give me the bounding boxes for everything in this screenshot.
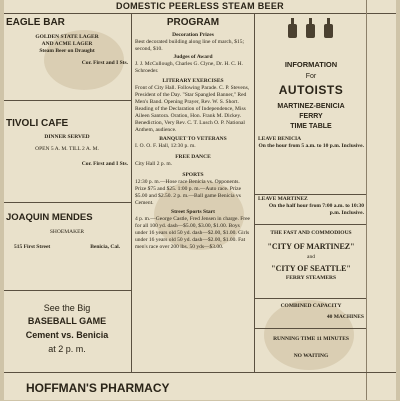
martinez-boat: "CITY OF MARTINEZ" (267, 242, 355, 251)
divider (4, 202, 131, 203)
mendes-line1: SHOEMAKER (49, 229, 85, 235)
capacity-title: COMBINED CAPACITY (280, 303, 342, 309)
tivoli-line2: OPEN 5 A. M. TILL 2 A. M. (35, 146, 99, 152)
top-banner: DOMESTIC PEERLESS STEAM BEER (4, 0, 396, 14)
baseball-line3: Cement vs. Benicia (25, 330, 109, 340)
beer-bottles-icon (281, 16, 341, 40)
tivoli-ad (6, 118, 128, 168)
ferry-line1: MARTINEZ-BENICIA (277, 103, 345, 110)
mendes-ad (6, 212, 128, 251)
ferry-line2: FERRY (299, 113, 323, 120)
leave-benicia-title: LEAVE BENICIA (258, 136, 302, 142)
pharmacy-ad (4, 372, 396, 401)
eagle-line1: GOLDEN STATE LAGER (35, 34, 99, 40)
bottle-icons (258, 16, 364, 44)
ferry-info (258, 16, 364, 150)
fast-title: THE FAST AND COMMODIOUS (270, 230, 352, 236)
mendes-address (6, 244, 128, 251)
judges-text: J. J. McCullough, Charles G. Clyne, Dr. H. C. H. Schroeder. (135, 61, 243, 74)
ferry-boats (258, 230, 364, 282)
tivoli-title: TIVOLI CAFE (6, 118, 69, 129)
autoists-title: AUTOISTS (278, 83, 344, 97)
decoration-title: Decoration Prizes (172, 32, 214, 38)
running-time (258, 336, 364, 360)
sports-text: 12:30 p. m.—Hose race Benicia vs. Opponents. Prize $75 and $25. 1:00 p. m.—Auto race. Prize $5.00 and $2.50. 2 p. m.—Ball game Benicia vs Cement. (135, 179, 242, 206)
baseball-ad (6, 302, 128, 356)
tivoli-line1: DINNER SERVED (44, 134, 90, 140)
eagle-bar-title: EAGLE BAR (6, 17, 65, 28)
eagle-bar-ad (6, 17, 128, 67)
leave-martinez-text: On the half hour from 7:00 a.m. to 10:30 p.m. Inclusive. (268, 203, 364, 216)
mendes-street: 515 First Street (14, 244, 51, 250)
running-text: RUNNING TIME 11 MINUTES (273, 336, 349, 342)
divider (4, 290, 131, 291)
eagle-address: Cor. First and I Sts. (81, 60, 128, 66)
street-title: Street Sports Start (171, 209, 215, 215)
divider (254, 298, 366, 299)
dance-title: FREE DANCE (175, 154, 211, 160)
page-edge (366, 0, 367, 400)
mendes-title: JOAQUIN MENDES (6, 212, 93, 223)
ferry-steamers: FERRY STEAMERS (285, 275, 337, 281)
no-waiting-text: NO WAITING (293, 353, 329, 359)
info-for: For (305, 73, 317, 80)
leave-benicia-text: On the hour from 5 a.m. to 10 p.m. Inclusive. (258, 143, 364, 149)
banquet-text: I. O. O. F. Hall, 12:30 p. m. (135, 143, 196, 149)
program-title: PROGRAM (166, 17, 220, 28)
tivoli-address: Cor. First and I Sts. (81, 161, 128, 167)
baseball-line1: See the Big (43, 303, 91, 313)
eagle-line2: AND ACME LAGER (41, 41, 93, 47)
baseball-line2: BASEBALL GAME (27, 316, 107, 326)
street-text: 4 p. m.—George Castle, Fred Jensen in charge. Free for all 100 yd. dash—$5.00, $3.00, $1.00. Boys under 16 years old 50 yd. dash—$2.00, $1.00. Girls under 16 years old 50 yd. dash—$2.00, $1.00. Fat men's race over 200 lbs. 50 yds—$3.00. (135, 216, 250, 250)
leave-martinez-title: LEAVE MARTINEZ (258, 196, 308, 202)
ferry-martinez (258, 196, 364, 217)
decoration-text: Best decorated building along line of march, $15; second, $10. (135, 39, 245, 52)
banquet-title: BANQUET TO VETERANS (159, 136, 227, 142)
sports-title: SPORTS (182, 172, 204, 178)
literary-text: Front of City Hall. Following Parade. C. P. Stevens, President of the Day. "Star Spangled Banner," Red Men's Band. Opening Prayer, Rev. W. S. Short. Reading of the Declaration of Independence, Miss Aileen Santora. Oration, Hon. Frank M. Dickey. Benediction, Very Rev. C. T. Lusch O. P. National Anthem, audience. (135, 85, 250, 133)
program-page (4, 0, 396, 400)
ferry-line3: TIME TABLE (290, 123, 332, 130)
divider (254, 194, 366, 195)
dance-text: City Hall 2 p. m. (135, 161, 172, 167)
divider (4, 100, 131, 101)
capacity (258, 303, 364, 321)
eagle-line3: Steam Beer on Draught (39, 48, 95, 54)
pharmacy-title: HOFFMAN'S PHARMACY (26, 381, 170, 395)
judges-title: Judges of Award (173, 54, 213, 60)
column-divider (254, 14, 255, 372)
seattle-boat: "CITY OF SEATTLE" (271, 264, 351, 273)
mendes-city: Benicia, Cal. (90, 244, 120, 250)
literary-title: LITERARY EXERCISES (162, 78, 224, 84)
baseball-line4: at 2 p. m. (48, 344, 86, 354)
divider (254, 224, 366, 225)
info-title: INFORMATION (284, 60, 338, 69)
and-text: and (307, 254, 315, 260)
program-column (135, 16, 251, 251)
machines-text: 40 MACHINES (326, 314, 364, 320)
divider (254, 328, 366, 329)
column-divider (131, 14, 132, 372)
